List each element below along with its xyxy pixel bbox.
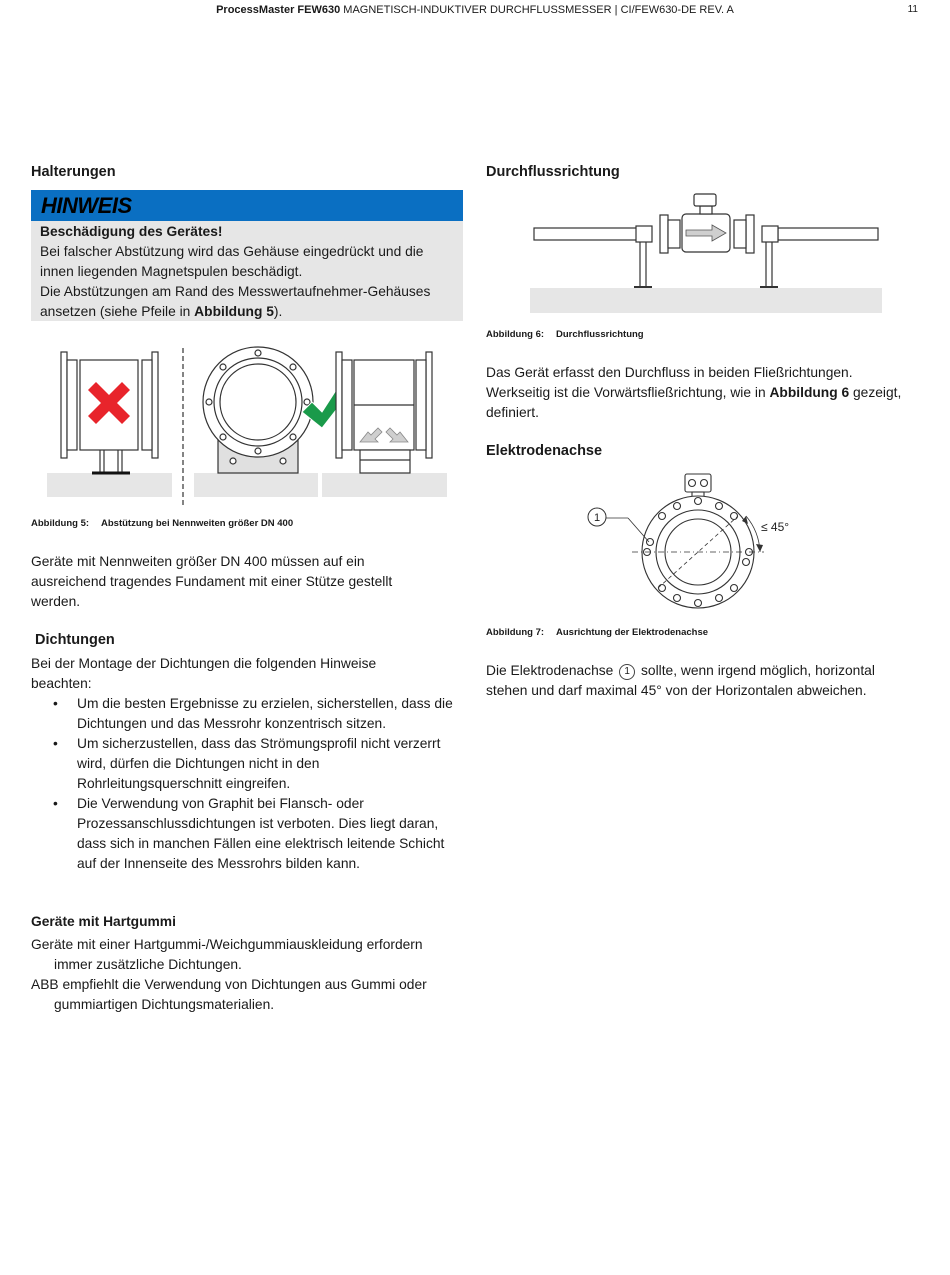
angle-label: ≤ 45° xyxy=(761,520,790,534)
page-header xyxy=(0,4,950,20)
heading-durchflussrichtung: Durchflussrichtung xyxy=(486,164,620,180)
pipe-left xyxy=(534,228,638,240)
header-subtitle: MAGNETISCH-INDUKTIVER DURCHFLUSSMESSER xyxy=(343,4,612,16)
dichtungen-intro: Bei der Montage der Dichtungen die folgenden Hinweise beachten: xyxy=(31,656,377,691)
page-number: 11 xyxy=(907,4,918,15)
notice-header xyxy=(31,190,463,221)
list-item: • Die Verwendung von Graphit bei Flansch- oder Prozessanschlussdichtungen ist verboten. Dies liegt daran, dass sich in manchen Fällen eine elektrisch leitende Schicht auf der Innenseite des Messrohrs bilden kann. xyxy=(31,794,461,874)
notice-title: HINWEIS xyxy=(41,193,132,218)
floor xyxy=(530,288,882,313)
heading-hartgummi: Geräte mit Hartgummi xyxy=(31,914,176,929)
list-item: • Um die besten Ergebnisse zu erzielen, sicherstellen, dass die Dichtungen und das Messrohr konzentrisch sitzen. xyxy=(31,694,461,734)
list-item: • Um sicherzustellen, dass das Strömungsprofil nicht verzerrt wird, dürfen die Dichtungen nicht in den Rohrleitungsquerschnitt eingreifen. xyxy=(31,734,461,794)
notice-bold: Beschädigung des Gerätes! xyxy=(40,224,223,239)
notice-line1: Bei falscher Abstützung wird das Gehäuse eingedrückt und die innen liegenden Magnetspulen beschädigt. xyxy=(40,244,424,279)
ground-3 xyxy=(322,473,447,497)
correct-flange-view xyxy=(203,347,313,473)
figure-7-electrode-axis-diagram xyxy=(580,470,810,615)
hartgummi-line2: ABB empfiehlt die Verwendung von Dichtungen aus Gummi oder gummiartigen Dichtungsmaterialien. xyxy=(31,977,427,1012)
pipe-right xyxy=(778,228,878,240)
figure-6-caption: Abbildung 6: Durchflussrichtung xyxy=(486,329,644,340)
header-product: ProcessMaster FEW630 xyxy=(216,4,341,16)
figure-6-flow-direction-diagram xyxy=(530,190,885,315)
elektrode-paragraph: Die Elektrodenachse 1 sollte, wenn irgend möglich, horizontal stehen und darf maximal 45° von der Horizontalen abweichen. xyxy=(486,663,875,698)
heading-dichtungen: Dichtungen xyxy=(35,632,115,648)
callout-1-label: 1 xyxy=(593,512,601,524)
correct-side-view xyxy=(336,352,432,473)
header-doc-id: CI/FEW630-DE REV. A xyxy=(620,4,734,16)
header-title xyxy=(0,4,950,16)
heading-elektrodenachse: Elektrodenachse xyxy=(486,443,603,459)
figure-5-caption: Abbildung 5: Abstützung bei Nennweiten größer DN 400 xyxy=(31,518,294,529)
notice-body xyxy=(31,221,463,321)
durchfluss-paragraph: Das Gerät erfasst den Durchfluss in beiden Fließrichtungen. Werkseitig ist die Vorwärtsfließrichtung, wie in Abbildung 6 gezeigt, definiert. xyxy=(486,365,902,420)
hartgummi-line1: Geräte mit einer Hartgummi-/Weichgummiauskleidung erfordern immer zusätzliche Dichtungen. xyxy=(31,937,423,972)
header-separator: | xyxy=(614,4,618,16)
terminal-box xyxy=(694,194,716,206)
ground-2 xyxy=(194,473,318,497)
halterungen-paragraph: Geräte mit Nennweiten größer DN 400 müssen auf ein ausreichend tragendes Fundament mit einer Stütze gestellt werden. xyxy=(31,554,393,609)
figure-5-support-diagram xyxy=(40,340,455,510)
ground-1 xyxy=(47,473,172,497)
heading-halterungen: Halterungen xyxy=(31,164,116,180)
notice-line2: Die Abstützungen am Rand des Messwertaufnehmer-Gehäuses ansetzen (siehe Pfeile in Abbildung 5). xyxy=(40,284,431,319)
wrong-support xyxy=(61,352,158,473)
dichtungen-list xyxy=(31,694,461,874)
callout-1-icon: 1 xyxy=(619,664,635,680)
figure-7-caption: Abbildung 7: Ausrichtung der Elektrodenachse xyxy=(486,627,709,638)
